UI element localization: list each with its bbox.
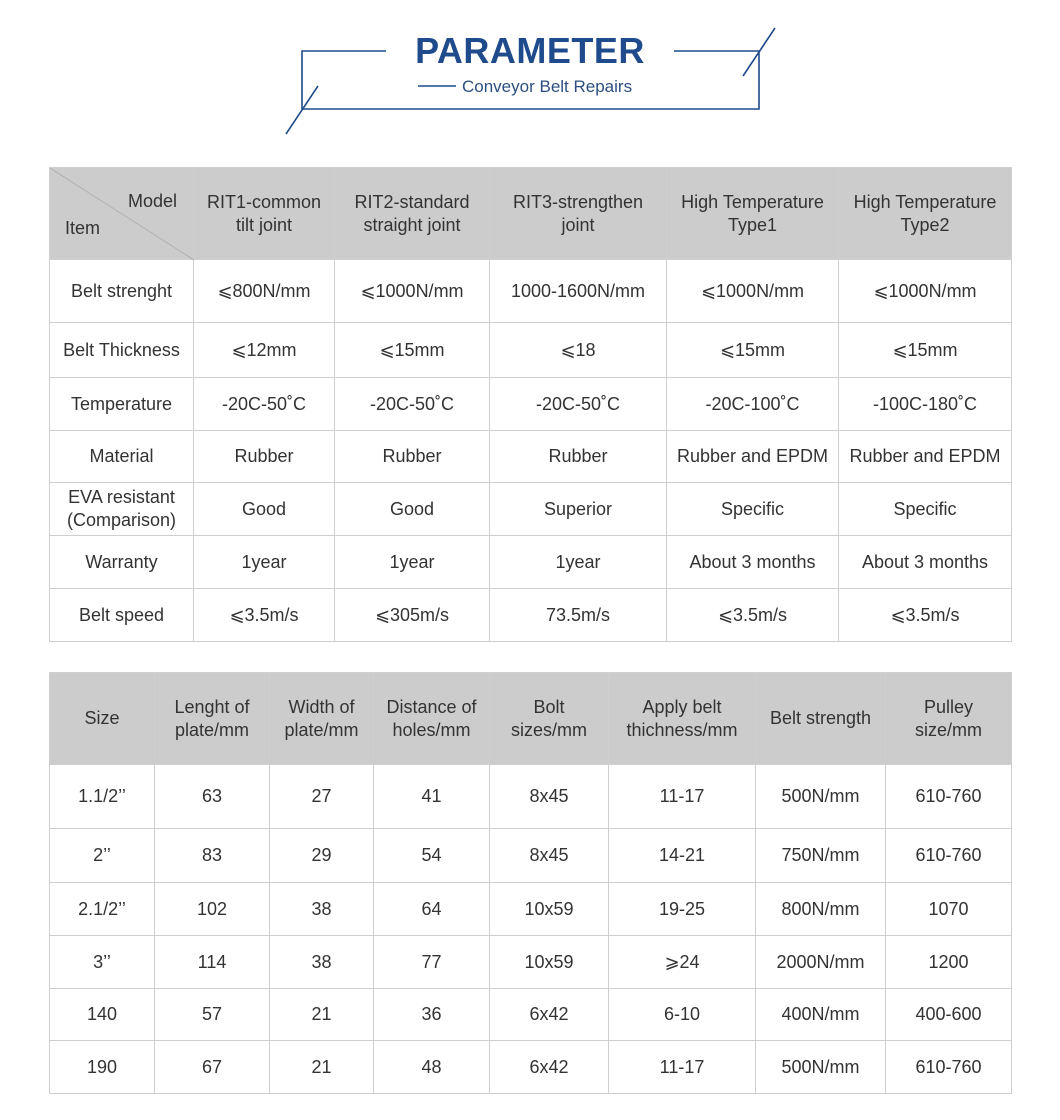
page-title: PARAMETER [415, 30, 645, 71]
table-cell: ⩽305m/s [335, 589, 490, 642]
table-cell: Rubber and EPDM [667, 431, 839, 483]
table-cell: 21 [270, 1041, 374, 1094]
column-header-size: Size [50, 673, 155, 765]
column-header-rit1: RIT1-common tilt joint [194, 168, 335, 260]
table-cell: Specific [839, 483, 1012, 536]
table-cell: Rubber and EPDM [839, 431, 1012, 483]
table-cell: 83 [155, 829, 270, 883]
table-cell: 48 [374, 1041, 490, 1094]
table-cell: 36 [374, 989, 490, 1041]
table-cell: Superior [490, 483, 667, 536]
table-cell: -20C-50˚C [335, 378, 490, 431]
table-cell: Rubber [490, 431, 667, 483]
table-row [50, 589, 1012, 642]
table-cell: 610-760 [886, 765, 1012, 829]
row-label: Belt strenght [50, 260, 194, 323]
table-cell: 500N/mm [756, 1041, 886, 1094]
table-row [50, 260, 1012, 323]
column-header-high-temp-type2: High Temperature Type2 [839, 168, 1012, 260]
table-cell: Specific [667, 483, 839, 536]
table-cell: About 3 months [839, 536, 1012, 589]
table-cell: Rubber [194, 431, 335, 483]
table-cell: ⩽3.5m/s [194, 589, 335, 642]
model-parameter-table [49, 167, 1012, 642]
table-row [50, 323, 1012, 378]
column-header-rit2: RIT2-standard straight joint [335, 168, 490, 260]
table-cell: 3’’ [50, 936, 155, 989]
table-cell: 21 [270, 989, 374, 1041]
table-cell: 1year [194, 536, 335, 589]
table-cell: 63 [155, 765, 270, 829]
table-cell: 800N/mm [756, 883, 886, 936]
table-cell: 14-21 [609, 829, 756, 883]
table-cell: ⩽1000N/mm [335, 260, 490, 323]
table-cell: 140 [50, 989, 155, 1041]
table-cell: 610-760 [886, 1041, 1012, 1094]
table-cell: 11-17 [609, 1041, 756, 1094]
table-row [50, 765, 1012, 829]
table-cell: 400-600 [886, 989, 1012, 1041]
row-label: Belt speed [50, 589, 194, 642]
column-header-hole-distance: Distance of holes/mm [374, 673, 490, 765]
table-cell: ⩽3.5m/s [839, 589, 1012, 642]
table-cell: 114 [155, 936, 270, 989]
table-cell: 1070 [886, 883, 1012, 936]
table-cell: 6-10 [609, 989, 756, 1041]
table-cell: 10x59 [490, 936, 609, 989]
page-subtitle: Conveyor Belt Repairs [462, 77, 633, 96]
table-row [50, 936, 1012, 989]
table-cell: About 3 months [667, 536, 839, 589]
diagonal-divider [50, 168, 194, 260]
table-row [50, 829, 1012, 883]
table-cell: ⩽15mm [335, 323, 490, 378]
page-header [0, 0, 1060, 140]
table-cell: 27 [270, 765, 374, 829]
table-cell: 2’’ [50, 829, 155, 883]
table-cell: ⩽15mm [667, 323, 839, 378]
table-cell: 1.1/2’’ [50, 765, 155, 829]
table-cell: 64 [374, 883, 490, 936]
table-cell: ⩽3.5m/s [667, 589, 839, 642]
table-cell: 73.5m/s [490, 589, 667, 642]
table-cell: 2000N/mm [756, 936, 886, 989]
table-cell: 8x45 [490, 829, 609, 883]
table-cell: Rubber [335, 431, 490, 483]
row-label: EVA resistant (Comparison) [50, 483, 194, 536]
table-cell: 77 [374, 936, 490, 989]
column-header-pulley-size: Pulley size/mm [886, 673, 1012, 765]
table-cell: 750N/mm [756, 829, 886, 883]
column-header-plate-length: Lenght of plate/mm [155, 673, 270, 765]
table-cell: 57 [155, 989, 270, 1041]
table-cell: 610-760 [886, 829, 1012, 883]
table-cell: Good [335, 483, 490, 536]
table-cell: 1year [335, 536, 490, 589]
table-cell: -20C-50˚C [490, 378, 667, 431]
table-cell: 10x59 [490, 883, 609, 936]
table-cell: ⩾24 [609, 936, 756, 989]
table-cell: 29 [270, 829, 374, 883]
table-cell: -100C-180˚C [839, 378, 1012, 431]
table-cell: 19-25 [609, 883, 756, 936]
table-cell: 38 [270, 936, 374, 989]
table-cell: 6x42 [490, 1041, 609, 1094]
column-header-bolt-size: Bolt sizes/mm [490, 673, 609, 765]
table-cell: 1year [490, 536, 667, 589]
table-cell: 2.1/2’’ [50, 883, 155, 936]
table-cell: 190 [50, 1041, 155, 1094]
table-cell: 6x42 [490, 989, 609, 1041]
column-header-belt-strength: Belt strength [756, 673, 886, 765]
corner-label-model: Model [127, 191, 177, 211]
table-cell: -20C-100˚C [667, 378, 839, 431]
table-row [50, 1041, 1012, 1094]
row-label: Temperature [50, 378, 194, 431]
table-row [50, 483, 1012, 536]
table-cell: Good [194, 483, 335, 536]
table-cell: 54 [374, 829, 490, 883]
table-cell: 38 [270, 883, 374, 936]
table-cell: 102 [155, 883, 270, 936]
table-cell: 67 [155, 1041, 270, 1094]
row-label: Material [50, 431, 194, 483]
table-row [50, 431, 1012, 483]
table-cell: ⩽15mm [839, 323, 1012, 378]
table-row [50, 883, 1012, 936]
table-cell: 400N/mm [756, 989, 886, 1041]
row-label: Belt Thickness [50, 323, 194, 378]
size-specification-table [49, 672, 1012, 1094]
table-cell: ⩽12mm [194, 323, 335, 378]
table-row [50, 536, 1012, 589]
table-cell: -20C-50˚C [194, 378, 335, 431]
table-cell: ⩽18 [490, 323, 667, 378]
table-row [50, 378, 1012, 431]
table-cell: ⩽1000N/mm [839, 260, 1012, 323]
table-header-row [50, 168, 1012, 260]
table-header-row [50, 673, 1012, 765]
column-header-belt-thickness: Apply belt thichness/mm [609, 673, 756, 765]
table-cell: 1200 [886, 936, 1012, 989]
column-header-high-temp-type1: High Temperature Type1 [667, 168, 839, 260]
table-row [50, 989, 1012, 1041]
table-cell: 500N/mm [756, 765, 886, 829]
table-cell: 1000-1600N/mm [490, 260, 667, 323]
table-cell: ⩽800N/mm [194, 260, 335, 323]
row-label: Warranty [50, 536, 194, 589]
table-cell: 8x45 [490, 765, 609, 829]
column-header-plate-width: Width of plate/mm [270, 673, 374, 765]
table-cell: 41 [374, 765, 490, 829]
table-cell: ⩽1000N/mm [667, 260, 839, 323]
corner-header-cell [50, 168, 194, 260]
column-header-rit3: RIT3-strengthen joint [490, 168, 667, 260]
corner-label-item: Item [65, 218, 101, 238]
table-cell: 11-17 [609, 765, 756, 829]
